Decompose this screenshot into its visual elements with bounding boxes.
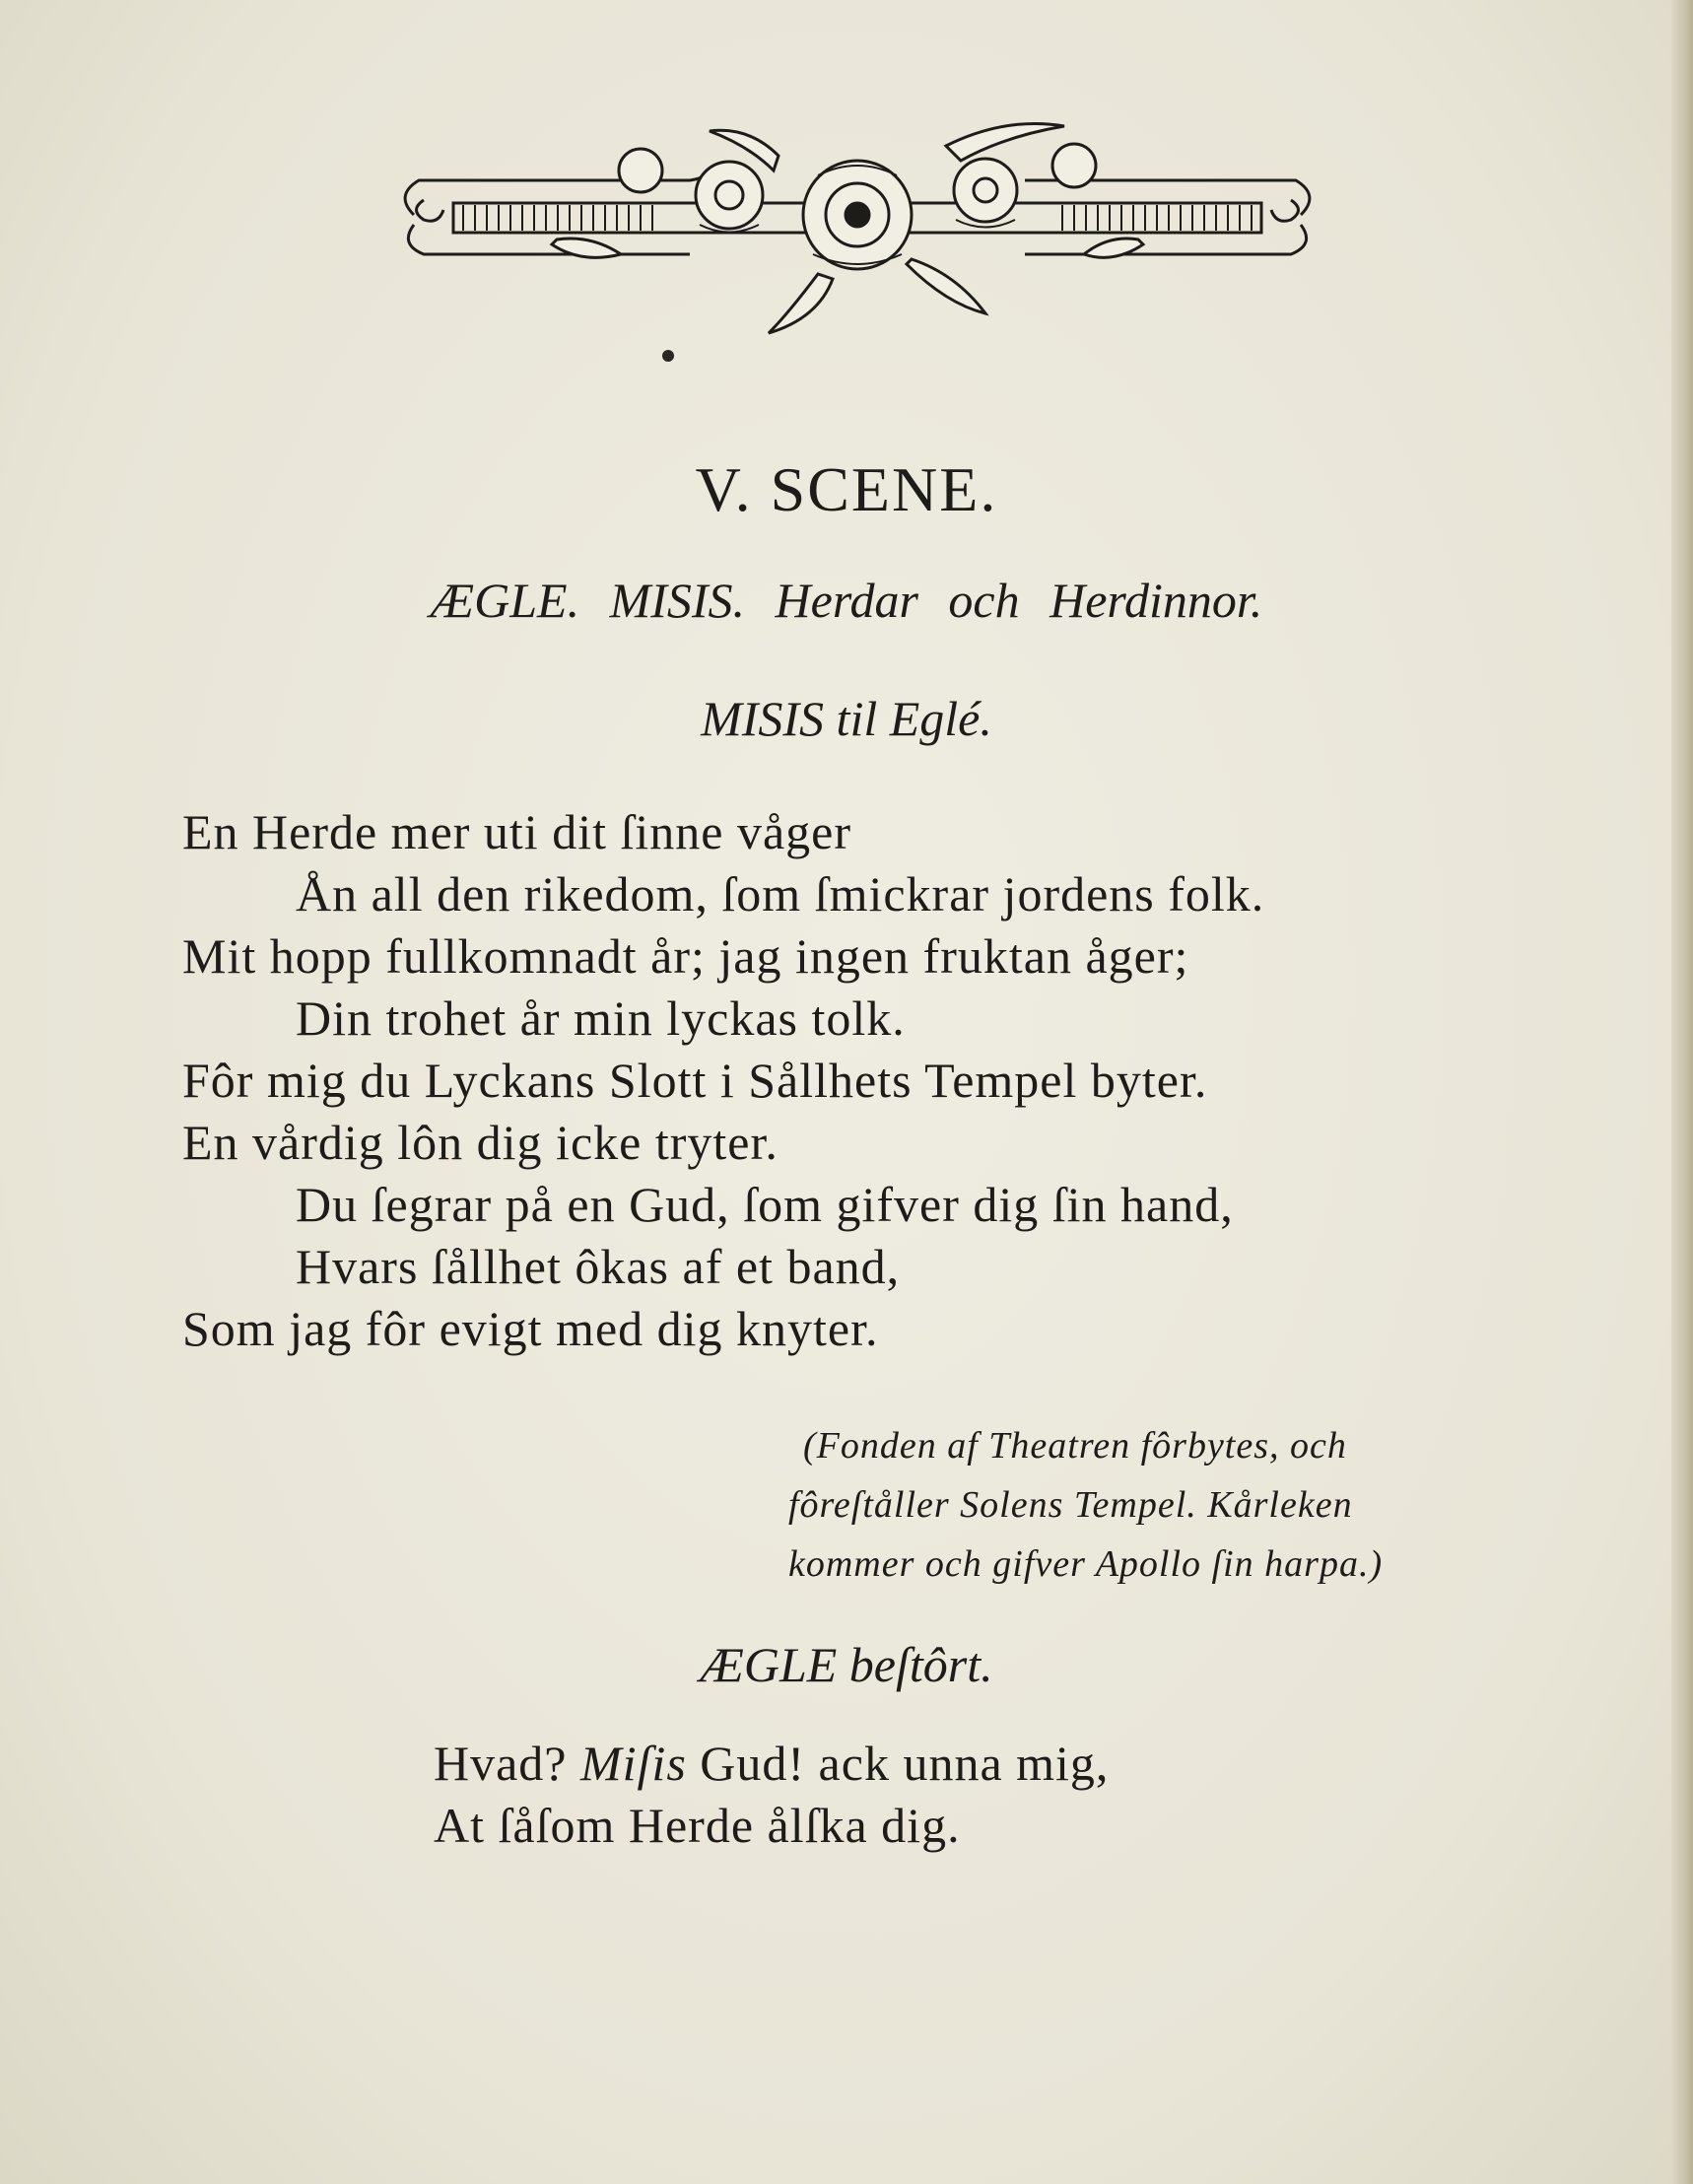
page-edge <box>1671 0 1693 2184</box>
verse-line-10-after: Gud! ack unna mig, <box>686 1736 1110 1791</box>
ink-dot <box>662 350 674 362</box>
verse-line-10-before: Hvad? <box>434 1736 580 1791</box>
verse-line-5: Fôr mig du Lyckans Slott i Sållhets Tempel byter. <box>182 1053 1208 1108</box>
stage-direction-line-2: fôreſtåller Solens Tempel. Kårleken <box>788 1484 1353 1526</box>
verse-line-7: Du ſegrar på en Gud, ſom gifver dig ſin hand, <box>296 1177 1234 1232</box>
speaker-misis: MISIS til Eglé. <box>701 691 992 746</box>
verse-line-4: Din trohet år min lyckas tolk. <box>296 990 906 1046</box>
verse-line-10-italic-name: Miſis <box>580 1736 687 1791</box>
scene-heading: V. SCENE. <box>695 454 998 524</box>
verse-line-3: Mit hopp fullkomnadt år; jag ingen fruktan åger; <box>182 928 1189 984</box>
stage-direction-line-1: (Fonden af Theatren fôrbytes, och <box>803 1425 1347 1467</box>
verse-line-6: En vårdig lôn dig icke tryter. <box>182 1115 779 1170</box>
verse-line-9: Som jag fôr evigt med dig knyter. <box>182 1301 879 1356</box>
speaker-aegle: ÆGLE beſtôrt. <box>700 1637 993 1692</box>
floral-headpiece-ornament <box>394 116 1321 353</box>
verse-line-2: Ån all den rikedom, ſom ſmickrar jordens folk. <box>296 866 1265 921</box>
verse-line-10 <box>434 1735 1109 1792</box>
verse-line-8: Hvars ſållhet ôkas af et band, <box>296 1239 901 1294</box>
cast-list: ÆGLE. MISIS. Herdar och Herdinnor. <box>430 573 1263 628</box>
stage-direction-line-3: kommer och gifver Apollo ſin harpa.) <box>788 1543 1384 1585</box>
verse-line-1: En Herde mer uti dit ſinne våger <box>182 804 851 859</box>
verse-line-11: At ſåſom Herde ålſka dig. <box>434 1798 961 1853</box>
